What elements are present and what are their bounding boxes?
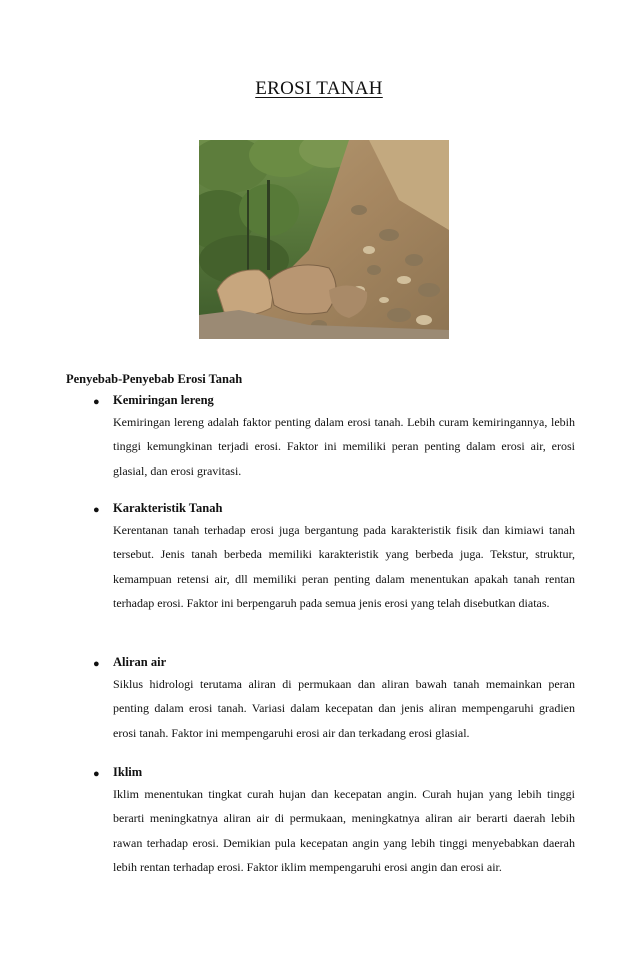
item-body: Kerentanan tanah terhadap erosi juga bergantung pada karakteristik fisik dan kimiawi tanah tersebut. Jenis tanah berbeda memiliki karakteristik yang berbeda juga. Tekstur, struktur, kemampuan retensi air, dll memiliki peran penting dalam menentukan apakah tanah rentan terhadap erosi. Faktor ini berpengaruh pada semua jenis erosi yang telah disebutkan diatas. <box>113 523 575 610</box>
item-title: Aliran air <box>113 655 167 669</box>
section-heading: Penyebab-Penyebab Erosi Tanah <box>66 372 243 386</box>
item-title: Iklim <box>113 765 143 779</box>
item-title: Kemiringan lereng <box>113 393 214 407</box>
bullet-icon: ● <box>93 504 100 516</box>
page-title <box>0 78 638 100</box>
item-body: Kemiringan lereng adalah faktor penting dalam erosi tanah. Lebih curam kemiringannya, lebih tinggi kemungkinan terjadi erosi. Faktor ini memiliki peran penting dalam erosi air, erosi glasial, dan erosi gravitasi. <box>113 415 575 478</box>
bullet-icon: ● <box>93 658 100 670</box>
bullet-icon: ● <box>93 768 100 780</box>
item-body: Iklim menentukan tingkat curah hujan dan kecepatan angin. Curah hujan yang lebih tinggi berarti meningkatnya aliran air di permukaan, meningkatnya aliran air berarti daerah lebih rawan terhadap erosi. Demikian pula kecepatan angin yang lebih tinggi menyebabkan daerah lebih rentan terhadap erosi. Faktor iklim mempengaruhi erosi angin dan erosi air. <box>113 787 575 874</box>
bullet-icon: ● <box>93 396 100 408</box>
item-body: Siklus hidrologi terutama aliran di permukaan dan aliran bawah tanah memainkan peran penting dalam erosi tanah. Variasi dalam kecepatan dan jenis aliran mempengaruhi gradien erosi tanah. Faktor ini mempengaruhi erosi air dan terkadang erosi glasial. <box>113 677 575 740</box>
item-title: Karakteristik Tanah <box>113 501 223 515</box>
landslide-photo <box>199 140 449 339</box>
page-title-text: EROSI TANAH <box>255 78 383 99</box>
